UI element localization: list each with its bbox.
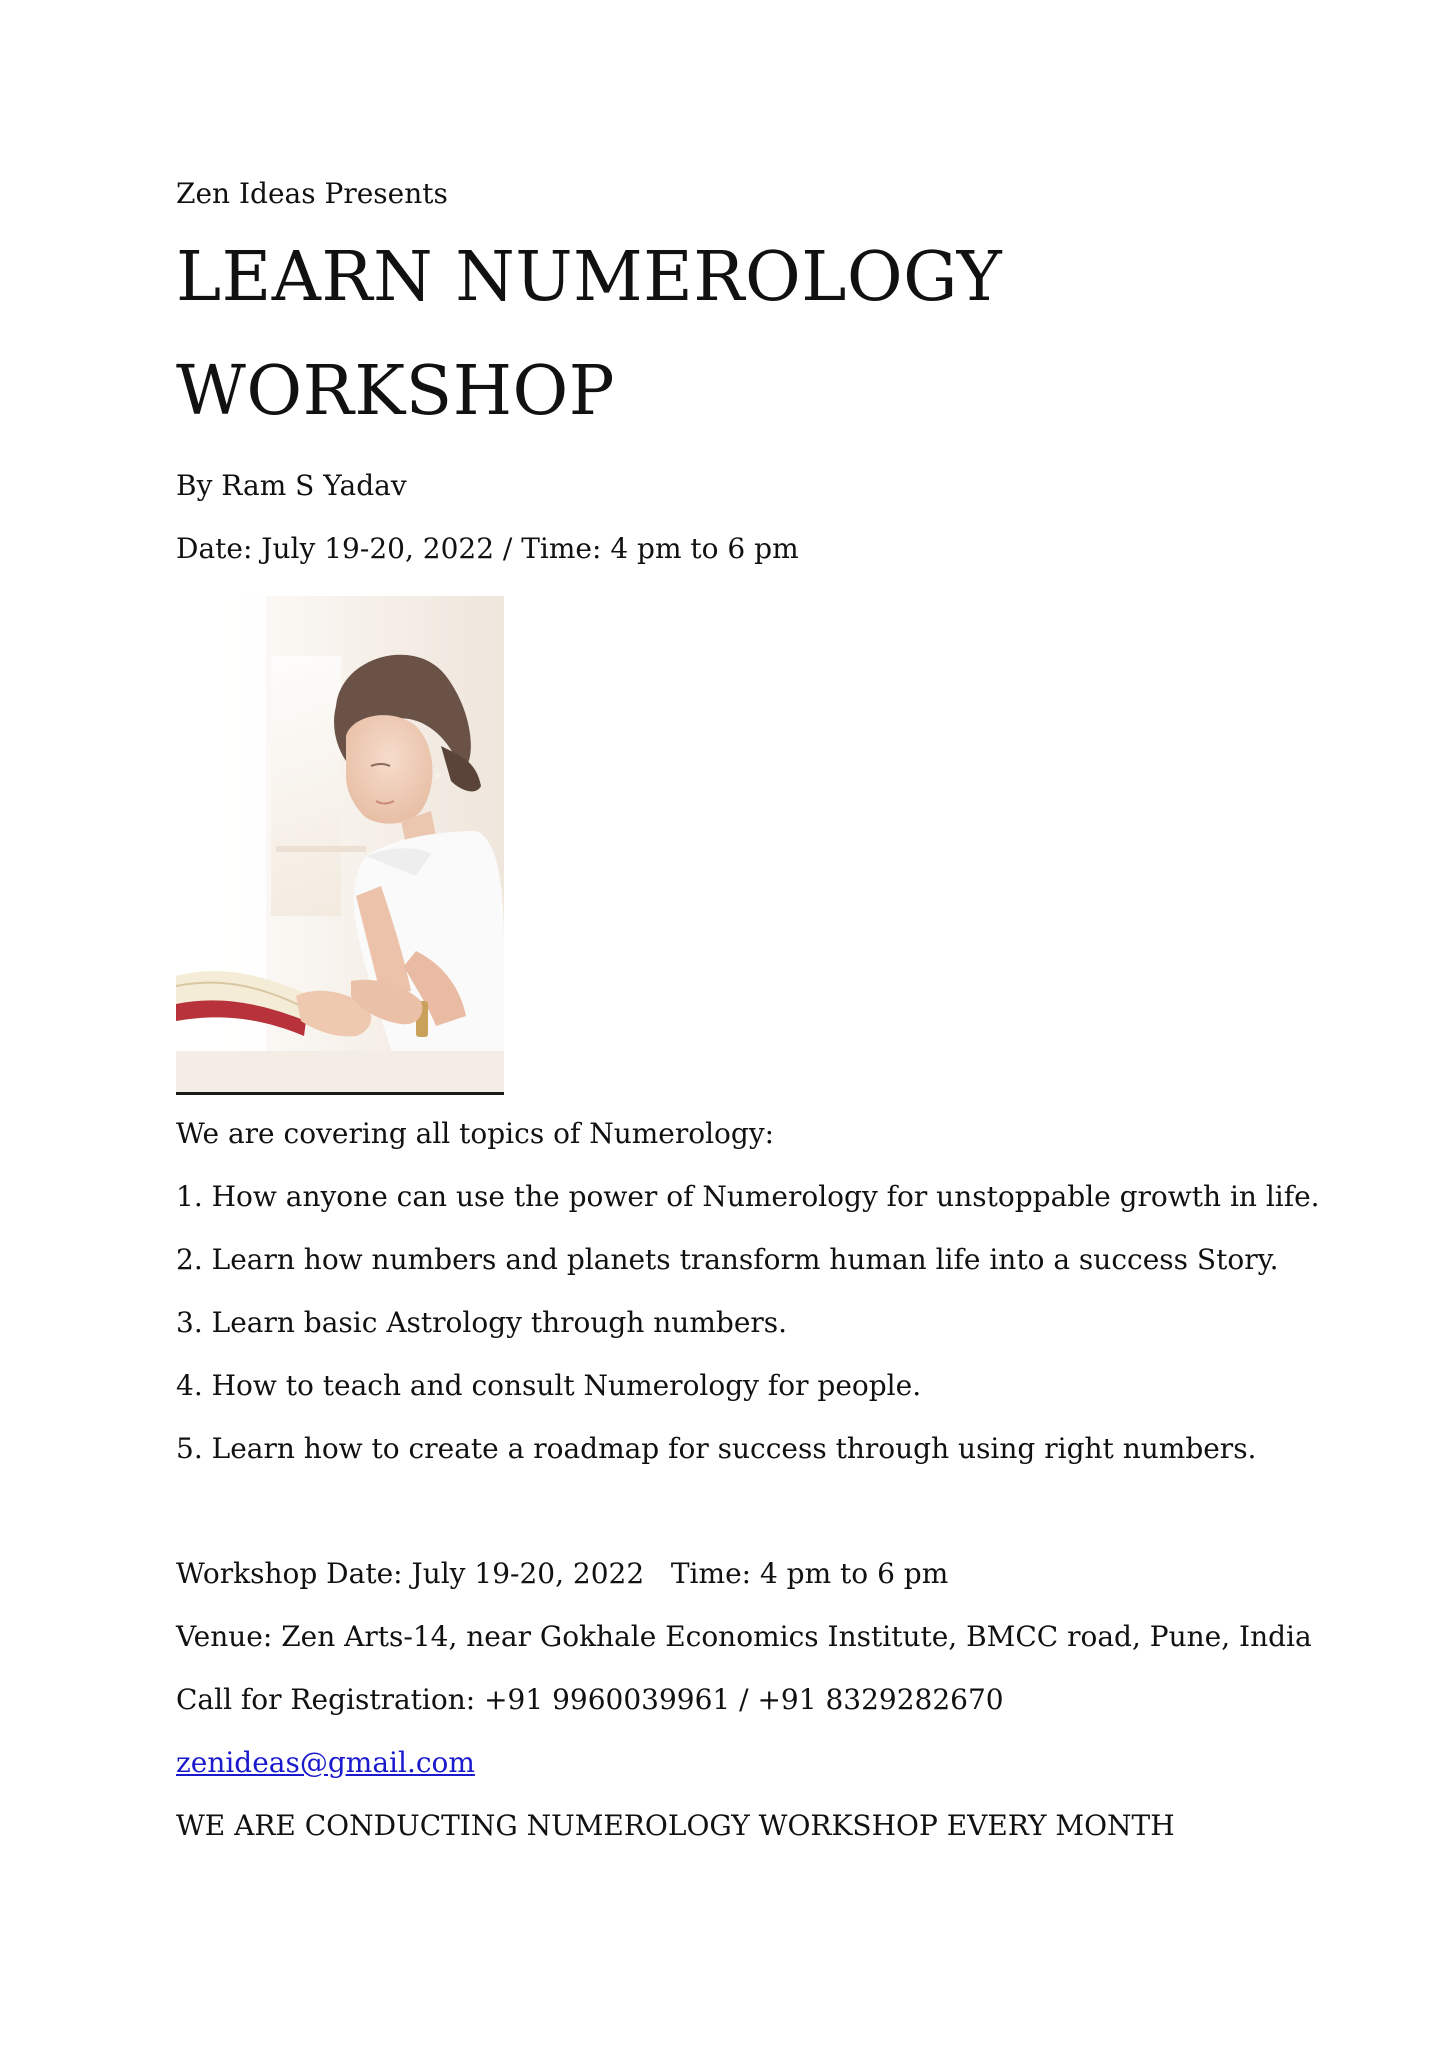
email-link[interactable]: zenideas@gmail.com — [176, 1746, 475, 1779]
topic-item-3: 3. Learn basic Astrology through numbers. — [176, 1306, 788, 1339]
topics-intro: We are covering all topics of Numerology: — [176, 1117, 775, 1150]
monthly-workshop-note: WE ARE CONDUCTING NUMEROLOGY WORKSHOP EVERY MONTH — [176, 1809, 1175, 1842]
title-line-2: WORKSHOP — [176, 352, 616, 431]
workshop-date-line: Workshop Date: July 19-20, 2022 Time: 4 pm to 6 pm — [176, 1557, 949, 1590]
author-line: By Ram S Yadav — [176, 469, 407, 502]
topic-item-4: 4. How to teach and consult Numerology for people. — [176, 1369, 922, 1402]
date-time-line: Date: July 19-20, 2022 / Time: 4 pm to 6 pm — [176, 532, 799, 565]
venue-line: Venue: Zen Arts-14, near Gokhale Economics Institute, BMCC road, Pune, India — [176, 1620, 1312, 1653]
topic-item-5: 5. Learn how to create a roadmap for success through using right numbers. — [176, 1432, 1257, 1465]
topic-item-2: 2. Learn how numbers and planets transform human life into a success Story. — [176, 1243, 1279, 1276]
woman-reading-book-photo — [176, 596, 504, 1095]
title-line-1: LEARN NUMEROLOGY — [176, 238, 1003, 317]
registration-line: Call for Registration: +91 9960039961 / +91 8329282670 — [176, 1683, 1004, 1716]
presenter-line: Zen Ideas Presents — [176, 177, 448, 210]
topic-item-1: 1. How anyone can use the power of Numerology for unstoppable growth in life. — [176, 1180, 1320, 1213]
